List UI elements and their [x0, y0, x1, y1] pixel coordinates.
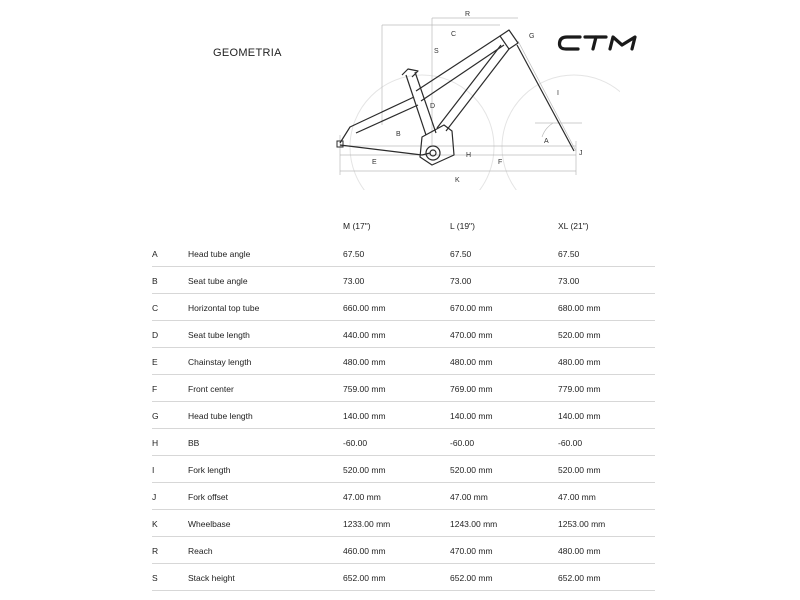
- row-name: Stack height: [188, 573, 235, 583]
- value-l: 1243.00 mm: [450, 519, 498, 529]
- value-xl: 47.00 mm: [558, 492, 596, 502]
- value-m: 73.00: [343, 276, 365, 286]
- table-row: [152, 456, 655, 483]
- table-row: [152, 510, 655, 537]
- table-row: [152, 402, 655, 429]
- table-row: [152, 321, 655, 348]
- value-l: 73.00: [450, 276, 472, 286]
- row-name: Fork length: [188, 465, 231, 475]
- label-k: K: [455, 177, 460, 184]
- table-row: [152, 294, 655, 321]
- row-letter: R: [152, 546, 159, 556]
- value-m: 520.00 mm: [343, 465, 386, 475]
- label-s: S: [434, 48, 439, 55]
- table-row: [152, 348, 655, 375]
- label-j: J: [579, 150, 583, 157]
- value-xl: 680.00 mm: [558, 303, 601, 313]
- column-header-m: M (17"): [343, 221, 371, 231]
- table-row: [152, 375, 655, 402]
- value-l: 670.00 mm: [450, 303, 493, 313]
- value-xl: 520.00 mm: [558, 465, 601, 475]
- value-m: 660.00 mm: [343, 303, 386, 313]
- label-i: I: [557, 90, 559, 97]
- row-name: BB: [188, 438, 200, 448]
- value-l: 520.00 mm: [450, 465, 493, 475]
- row-letter: I: [152, 465, 155, 475]
- table-row: [152, 537, 655, 564]
- table-row: [152, 483, 655, 510]
- row-letter: S: [152, 573, 158, 583]
- row-name: Reach: [188, 546, 213, 556]
- value-xl: 520.00 mm: [558, 330, 601, 340]
- value-xl: 67.50: [558, 249, 580, 259]
- row-letter: D: [152, 330, 159, 340]
- value-m: 759.00 mm: [343, 384, 386, 394]
- row-letter: E: [152, 357, 158, 367]
- row-letter: B: [152, 276, 158, 286]
- label-r: R: [465, 11, 471, 18]
- row-name: Wheelbase: [188, 519, 231, 529]
- column-header-xl: XL (21"): [558, 221, 589, 231]
- row-letter: A: [152, 249, 158, 259]
- row-name: Fork offset: [188, 492, 228, 502]
- value-l: 470.00 mm: [450, 546, 493, 556]
- label-c: C: [451, 31, 457, 38]
- value-xl: 480.00 mm: [558, 546, 601, 556]
- geometry-diagram: [320, 5, 620, 190]
- row-name: Head tube angle: [188, 249, 251, 259]
- row-letter: F: [152, 384, 158, 394]
- value-xl: 652.00 mm: [558, 573, 601, 583]
- front-wheel: [502, 75, 620, 190]
- value-m: 47.00 mm: [343, 492, 381, 502]
- row-letter: H: [152, 438, 159, 448]
- table-row: [152, 267, 655, 294]
- value-xl: 779.00 mm: [558, 384, 601, 394]
- page-title: GEOMETRIA: [213, 47, 282, 59]
- value-m: -60.00: [343, 438, 368, 448]
- value-m: 460.00 mm: [343, 546, 386, 556]
- value-l: 140.00 mm: [450, 411, 493, 421]
- geometry-table: [152, 240, 655, 591]
- value-xl: 140.00 mm: [558, 411, 601, 421]
- value-xl: 1253.00 mm: [558, 519, 606, 529]
- value-l: 652.00 mm: [450, 573, 493, 583]
- row-letter: J: [152, 492, 157, 502]
- value-m: 440.00 mm: [343, 330, 386, 340]
- label-d: D: [430, 103, 436, 110]
- table-row: [152, 429, 655, 456]
- value-xl: 73.00: [558, 276, 580, 286]
- value-m: 652.00 mm: [343, 573, 386, 583]
- value-m: 67.50: [343, 249, 365, 259]
- table-row: [152, 240, 655, 267]
- value-xl: 480.00 mm: [558, 357, 601, 367]
- label-e: E: [372, 159, 377, 166]
- label-g: G: [529, 33, 535, 40]
- value-m: 480.00 mm: [343, 357, 386, 367]
- row-name: Seat tube angle: [188, 276, 248, 286]
- value-m: 1233.00 mm: [343, 519, 391, 529]
- value-l: 47.00 mm: [450, 492, 488, 502]
- table-header: [0, 221, 800, 235]
- row-name: Head tube length: [188, 411, 253, 421]
- value-l: 769.00 mm: [450, 384, 493, 394]
- row-name: Chainstay length: [188, 357, 252, 367]
- row-letter: G: [152, 411, 159, 421]
- label-f: F: [498, 159, 503, 166]
- label-h: H: [466, 152, 472, 159]
- row-letter: C: [152, 303, 159, 313]
- value-l: 67.50: [450, 249, 472, 259]
- table-row: [152, 564, 655, 591]
- value-l: 480.00 mm: [450, 357, 493, 367]
- label-a: A: [544, 138, 549, 145]
- label-b: B: [396, 131, 401, 138]
- row-name: Seat tube length: [188, 330, 250, 340]
- column-header-l: L (19"): [450, 221, 475, 231]
- row-name: Horizontal top tube: [188, 303, 260, 313]
- value-l: -60.00: [450, 438, 475, 448]
- row-name: Front center: [188, 384, 234, 394]
- row-letter: K: [152, 519, 158, 529]
- value-l: 470.00 mm: [450, 330, 493, 340]
- value-xl: -60.00: [558, 438, 583, 448]
- value-m: 140.00 mm: [343, 411, 386, 421]
